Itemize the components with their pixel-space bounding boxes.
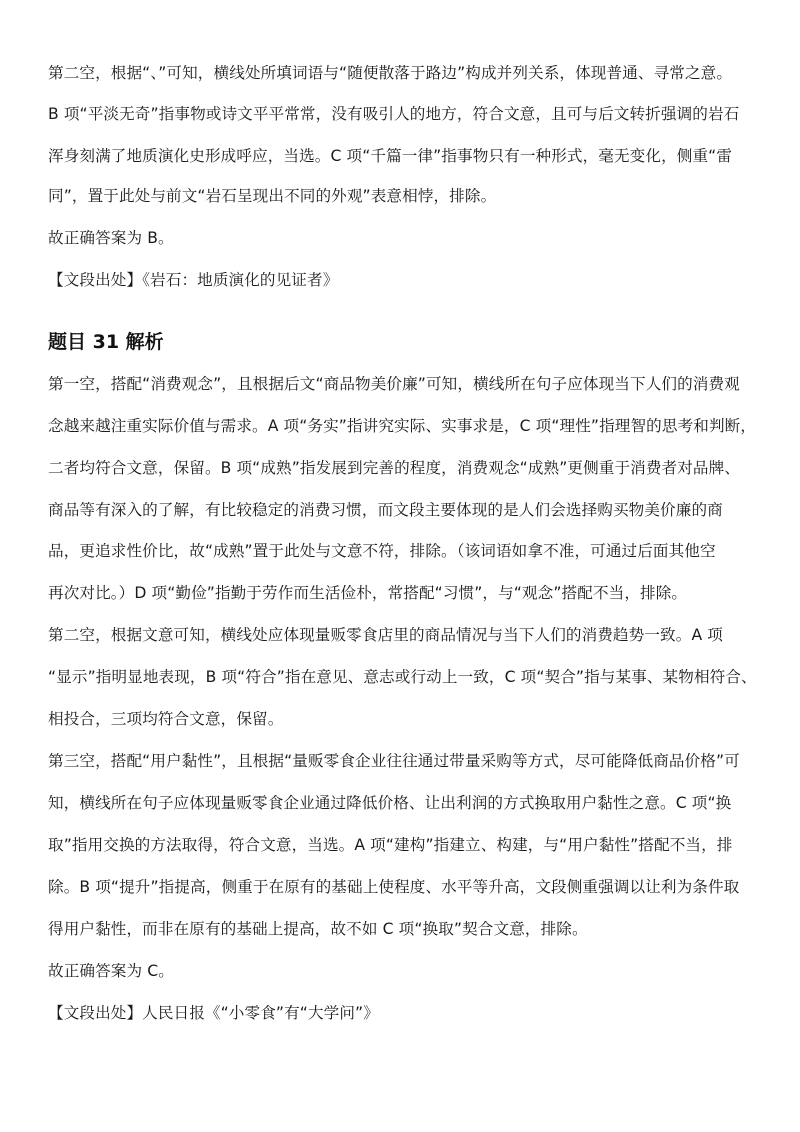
- source-line: 【文段出处】人民日报《“小零食”有“大学问”》: [48, 1004, 379, 1022]
- text-line: 知，横线所在句子应体现量贩零食企业通过降低价格、让出利润的方式换取用户黏性之意。C 项“换: [48, 794, 732, 812]
- text-line: 相投合，三项均符合文意，保留。: [48, 710, 284, 728]
- section-heading: 题目 31 解析: [48, 331, 164, 353]
- text-line: 念越来越注重实际价值与需求。A 项“务实”指讲究实际、实事求是，C 项“理性”指理智的思考和判断，: [48, 417, 757, 435]
- text-line: 品，更追求性价比，故“成熟”置于此处与文意不符，排除。（该词语如拿不准，可通过后面其他空: [48, 542, 716, 560]
- source-line: 【文段出处】《岩石：地质演化的见证者》: [48, 271, 339, 289]
- text-line: 第三空，搭配“用户黏性”，且根据“量贩零食企业往往通过带量采购等方式，尽可能降低商品价格”可: [48, 752, 740, 770]
- text-line: 二者均符合文意，保留。B 项“成熟”指发展到完善的程度，消费观念“成熟”更侧重于消费者对品牌、: [48, 459, 741, 477]
- text-line: 得用户黏性，而非在原有的基础上提高，故不如 C 项“换取”契合文意，排除。: [48, 920, 588, 938]
- text-line: B 项“平淡无奇”指事物或诗文平平常常，没有吸引人的地方，符合文意，且可与后文转折强调的岩石: [48, 105, 740, 123]
- answer-line: 故正确答案为 C。: [48, 962, 174, 980]
- text-line: 取”指用交换的方法取得，符合文意，当选。A 项“建构”指建立、构建，与“用户黏性”搭配不当，排: [48, 836, 733, 854]
- text-line: 浑身刻满了地质演化史形成呼应，当选。C 项“千篇一律”指事物只有一种形式，毫无变化，侧重“雷: [48, 147, 733, 165]
- text-line: 第二空，根据文意可知，横线处应体现量贩零食店里的商品情况与当下人们的消费趋势一致。A 项: [48, 626, 723, 644]
- text-line: “显示”指明显地表现，B 项“符合”指在意见、意志或行动上一致，C 项“契合”指与某事、某物相符合、: [48, 668, 757, 686]
- text-line: 再次对比。）D 项“勤俭”指勤于劳作而生活俭朴，常搭配“习惯”，与“观念”搭配不当，排除。: [48, 584, 688, 602]
- text-line: 除。B 项“提升”指提高，侧重于在原有的基础上使程度、水平等升高，文段侧重强调以让利为条件取: [48, 878, 740, 896]
- text-line: 第二空，根据“、”可知，横线处所填词语与“随便散落于路边”构成并列关系，体现普通、寻常之意。: [48, 64, 733, 82]
- text-line: 第一空，搭配“消费观念”，且根据后文“商品物美价廉”可知，横线所在句子应体现当下人们的消费观: [48, 375, 740, 393]
- answer-line: 故正确答案为 B。: [48, 229, 174, 247]
- text-line: 商品等有深入的了解，有比较稳定的消费习惯，而文段主要体现的是人们会选择购买物美价廉的商: [48, 501, 723, 519]
- text-line: 同”，置于此处与前文“岩石呈现出不同的外观”表意相悖，排除。: [48, 187, 497, 205]
